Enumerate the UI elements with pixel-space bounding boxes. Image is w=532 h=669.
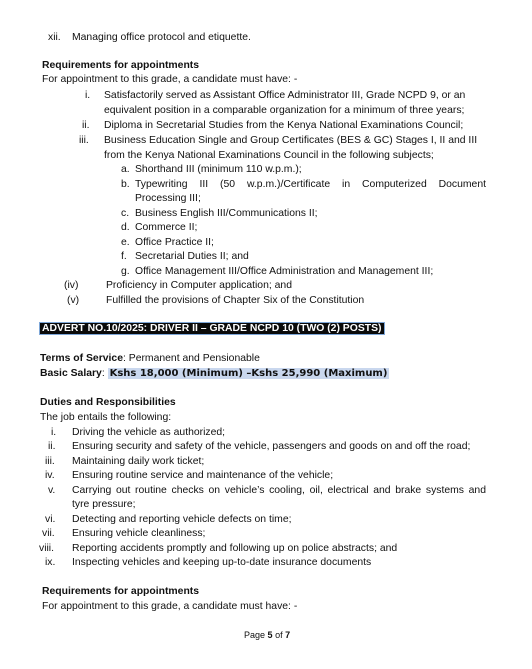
advert-title: ADVERT NO.10/2025: DRIVER II – GRADE NCPD 10 (TWO (2) POSTS) (42, 323, 382, 334)
salary-colon: : (101, 368, 105, 379)
list-number: e. (121, 237, 130, 248)
list-item-text: Reporting accidents promptly and following up on police abstracts; and (72, 543, 398, 554)
list-item-text: equivalent position in a comparable organization for a minimum of three years; (104, 105, 465, 116)
list-item-text: Carrying out routine checks on vehicle’s cooling, oil, electrical and brake systems and (72, 485, 486, 496)
list-item-text: Office Management III/Office Administration and Management III; (135, 266, 434, 277)
list-item-text: Detecting and reporting vehicle defects on time; (72, 514, 292, 525)
list-number: iv. (45, 470, 55, 481)
section-intro: For appointment to this grade, a candidate must have: - (42, 74, 298, 85)
list-number: ii. (82, 120, 90, 131)
terms-of-service (40, 352, 260, 367)
list-item-text: from the Kenya National Examinations Council in the following subjects; (104, 150, 434, 161)
list-number: d. (121, 222, 130, 233)
list-item-text: Diploma in Secretarial Studies from the Kenya National Examinations Council; (104, 120, 464, 131)
list-item-text: Business Education Single and Group Certificates (BES & GC) Stages I, II and III (104, 135, 478, 146)
page-footer (244, 628, 290, 643)
page-of: of (275, 630, 283, 640)
section-heading: Requirements for appointments (42, 586, 200, 597)
list-number: (iv) (64, 280, 79, 291)
list-number: i. (51, 427, 57, 438)
list-item-text: Inspecting vehicles and keeping up-to-date insurance documents (72, 557, 372, 568)
list-item-text: Shorthand III (minimum 110 w.p.m.); (135, 164, 302, 175)
list-number: v. (48, 485, 56, 496)
list-number: g. (121, 266, 130, 277)
list-item-text: Processing III; (135, 193, 201, 204)
list-item-text: Ensuring vehicle cleanliness; (72, 528, 206, 539)
list-item-text: Fulfilled the provisions of Chapter Six of the Constitution (106, 295, 365, 306)
page-current: 5 (267, 630, 273, 640)
salary-value: Kshs 18,000 (Minimum) –Kshs 25,990 (Maximum) (109, 368, 388, 379)
list-item-text: Satisfactorily served as Assistant Office Administrator III, Grade NCPD 9, or an (104, 90, 466, 101)
list-item-text: Office Practice II; (135, 237, 214, 248)
list-number: iii. (45, 456, 55, 467)
list-item-text: Secretarial Duties II; and (135, 251, 249, 262)
list-number: i. (85, 90, 91, 101)
terms-label: Terms of Service (40, 353, 123, 364)
section-heading: Requirements for appointments (42, 60, 200, 71)
list-item-text: Business English III/Communications II; (135, 208, 318, 219)
list-number: viii. (39, 543, 55, 554)
list-item-text: Ensuring routine service and maintenance of the vehicle; (72, 470, 334, 481)
section-intro: The job entails the following: (40, 412, 172, 423)
salary-label: Basic Salary (40, 368, 102, 379)
list-number: ii. (48, 441, 56, 452)
list-item-text: Commerce II; (135, 222, 198, 233)
list-item-text: Ensuring security and safety of the vehicle, passengers and goods on and off the road; (72, 441, 471, 452)
page-label: Page (244, 630, 266, 640)
list-number: b. (121, 179, 130, 190)
list-item-text: Typewriting III (50 w.p.m.)/Certificate in Computerized Document (135, 179, 486, 190)
section-heading: Duties and Responsibilities (40, 397, 176, 408)
list-number: xii. (48, 32, 61, 43)
section-intro: For appointment to this grade, a candidate must have: - (42, 601, 298, 612)
list-number: vii. (42, 528, 55, 539)
list-number: a. (121, 164, 130, 175)
list-item-text: Maintaining daily work ticket; (72, 456, 205, 467)
list-number: vi. (45, 514, 56, 525)
basic-salary (40, 367, 389, 382)
list-item-text: Proficiency in Computer application; and (106, 280, 292, 291)
list-number: f. (121, 251, 127, 262)
list-item-text: Driving the vehicle as authorized; (72, 427, 226, 438)
page-total: 7 (285, 630, 291, 640)
list-number: iii. (79, 135, 89, 146)
list-number: ix. (45, 557, 56, 568)
list-number: c. (121, 208, 130, 219)
advert-heading (40, 322, 384, 337)
list-item-text: Managing office protocol and etiquette. (72, 32, 251, 43)
list-number: (v) (67, 295, 80, 306)
list-item-text: tyre pressure; (72, 499, 136, 510)
terms-value: : Permanent and Pensionable (122, 353, 260, 364)
